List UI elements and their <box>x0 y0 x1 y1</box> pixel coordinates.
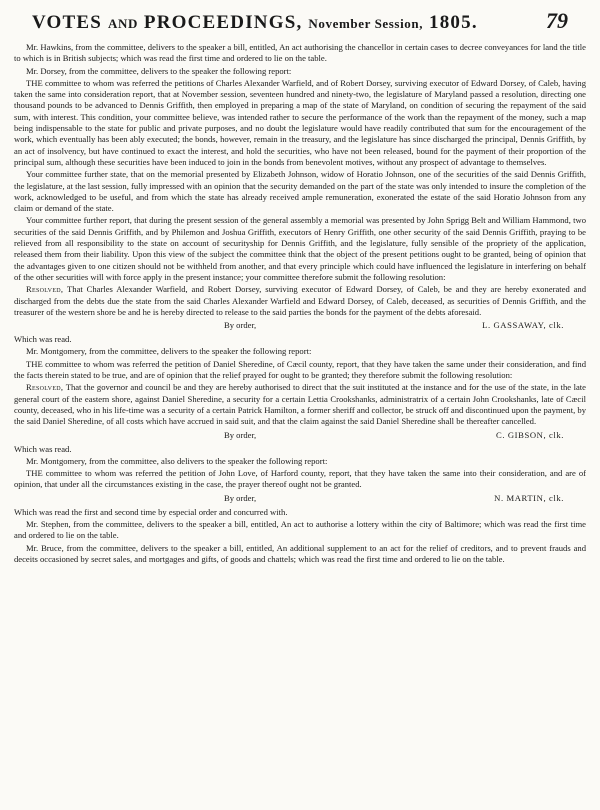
paragraph: Mr. Montgomery, from the committee, also delivers to the speaker the following report: <box>26 455 328 466</box>
paragraph: Which was read. <box>14 334 72 345</box>
resolution-text: That Charles Alexander Warfield, and Robert Dorsey, surviving executor of Edward Dorsey, of Caleb, be and they are hereby exonerated and discharged from the debts due the state from the said Charles Alexander Warfield and Edward Dorsey, of Caleb, deceased, as securities of Dennis Griffith, and the treasurer of the western shore be and he is hereby directed to release to the said parties the bonds for the payment of the debts aforesaid. <box>14 284 586 317</box>
title-session: November Session, <box>308 16 424 31</box>
by-order: By order, <box>224 492 257 503</box>
running-title <box>32 12 478 34</box>
page-number: 79 <box>546 8 568 33</box>
clerk-name: L. GASSAWAY, clk. <box>482 320 564 331</box>
resolved-label: Resolved, <box>26 284 64 295</box>
paragraph: Mr. Montgomery, from the committee, delivers to the speaker the following report: <box>26 346 312 357</box>
title-votes: VOTES <box>32 12 103 33</box>
paragraph: Mr. Stephen, from the committee, delivers to the speaker a bill, entitled, An act to authorise a lottery within the city of Baltimore; which was read the first time and ordered to lie on the table. <box>14 518 586 541</box>
title-year: 1805. <box>429 12 478 33</box>
signature-line <box>14 430 586 443</box>
resolved-label: Resolved, <box>26 382 64 393</box>
clerk-name: N. MARTIN, clk. <box>494 492 564 503</box>
paragraph: Your committee further report, that during the present session of the general assembly a memorial was presented by John Sprigg Belt and William Hammond, two securities of the said Dennis Griffith, and by Philemon and Joshua Griffith, executors of Henry Griffith, one other security of the said Dennis Griffith, praying to be relieved from all responsibility to the state on account of securityship for Dennis Griffith, and the legislature, fully sensible of the propriety of the application, released them from their liability. Upon this view of the subject the committee think that the object of the present petitions ought to be granted, being of opinion that the advantages given to one citizen should not be withheld from another, and that every principle which could have influenced the legislature in interfering on behalf of the other securities will with force apply in the present instance; your committee therefore submit the following resolution: <box>14 215 586 282</box>
paragraph: Mr. Bruce, from the committee, delivers to the speaker a bill, entitled, An additional supplement to an act for the relief of creditors, and to prevent frauds and deceits occasioned by secret sales, and mortgages and gifts, of goods and chattels; which was read the first time and ordered to lie on the table. <box>14 542 586 564</box>
paragraph: Your committee further state, that on the memorial presented by Elizabeth Johnson, widow of Horatio Johnson, one of the securities of the said Dennis Griffith, the legislature, at the last session, fully impressed with an opinion that the security demanded on the part of the state was only intended to insure the completion of the work, acknowledged to be useful, and from which the state has already received ample remuneration, exonerated the estate of the said Horatio Johnson from any claim or demand of the state. <box>14 169 586 214</box>
clerk-name: C. GIBSON, clk. <box>496 429 564 440</box>
signature-line <box>14 320 586 333</box>
paragraph: THE committee to whom was referred the petition of John Love, of Harford county, report, that they have taken the same into their consideration, and are of opinion, that under all the circumstances existing in the case, the prayer thereof ought not be granted. <box>14 468 586 490</box>
paragraph: THE committee to whom was referred the petition of Daniel Sheredine, of Cæcil county, report, that they have taken the same under their consideration, and find the facts therein stated to be true, and are of opinion that the relief prayed for ought to be granted; they therefore submit the following resolution: <box>14 358 586 381</box>
paragraph: Which was read. <box>14 443 72 454</box>
title-and: AND <box>108 16 138 31</box>
paragraph: THE committee to whom was referred the petitions of Charles Alexander Warfield, and of Robert Dorsey, surviving executor of Edward Dorsey, of Caleb, having taken the same into consideration report, that at November session, seventeen hundred and ninety-two, the legislature of Maryland passed a resolution, directing one thousand pounds to be advanced to Dennis Griffith, then employed in preparing a map of the state of Maryland, on condition of securing the repayment of the said sum, with interest. This condition, your committee believe, was intended rather to secure the performance of the work than the repayment of the money, such a map being indispensable to the state for public and private purposes, and no doubt the legislature would have readily contributed that sum for the encouragement of the work, which eventually has been ably executed; the bonds, however, remain in the treasury, and the legislature has since discharged the principal, Dennis Griffith, by an act of insolvency, but have continued to exact the interest, and hold the securities, who have not been released, bound for the payment of their proportion of the principal sum, although these securities have been induced to join in the bonds from benevolent motives, without any prospect of advantage to themselves. <box>14 77 586 167</box>
document-body <box>14 42 586 565</box>
paragraph: Mr. Hawkins, from the committee, delivers to the speaker a bill, entitled, An act authorising the chancellor in certain cases to decree conveyances for land the title to which is in British subjects; which was read the first time and ordered to lie on the table. <box>14 42 586 64</box>
paragraph: Which was read the first and second time by especial order and concurred with. <box>14 506 288 517</box>
signature-line <box>14 493 586 506</box>
by-order: By order, <box>224 429 257 440</box>
resolution-paragraph <box>14 284 586 318</box>
title-proceedings: PROCEEDINGS, <box>143 12 303 33</box>
resolution-text: That the governor and council be and they are hereby authorised to direct that the suit instituted at the instance and for the use of the state, in the late general court of the eastern shore, against Daniel Sheredine, a security for a certain Lettia Crookshanks, administratrix of a certain John Crookshanks, late of Cæcil county, deceased, who in his life-time was a security of a certain Patrick Hamilton, a former sheriff and collector, be struck off and discontinued upon the payment, by the said Daniel Sheredine, of all costs which have accrued in said suit, and that the claim against the said Daniel Sheredine shall be thereafter cancelled. <box>14 382 586 427</box>
paragraph: Mr. Dorsey, from the committee, delivers to the speaker the following report: <box>26 65 292 76</box>
by-order: By order, <box>224 320 257 331</box>
resolution-paragraph <box>14 382 586 427</box>
running-header <box>14 8 586 42</box>
